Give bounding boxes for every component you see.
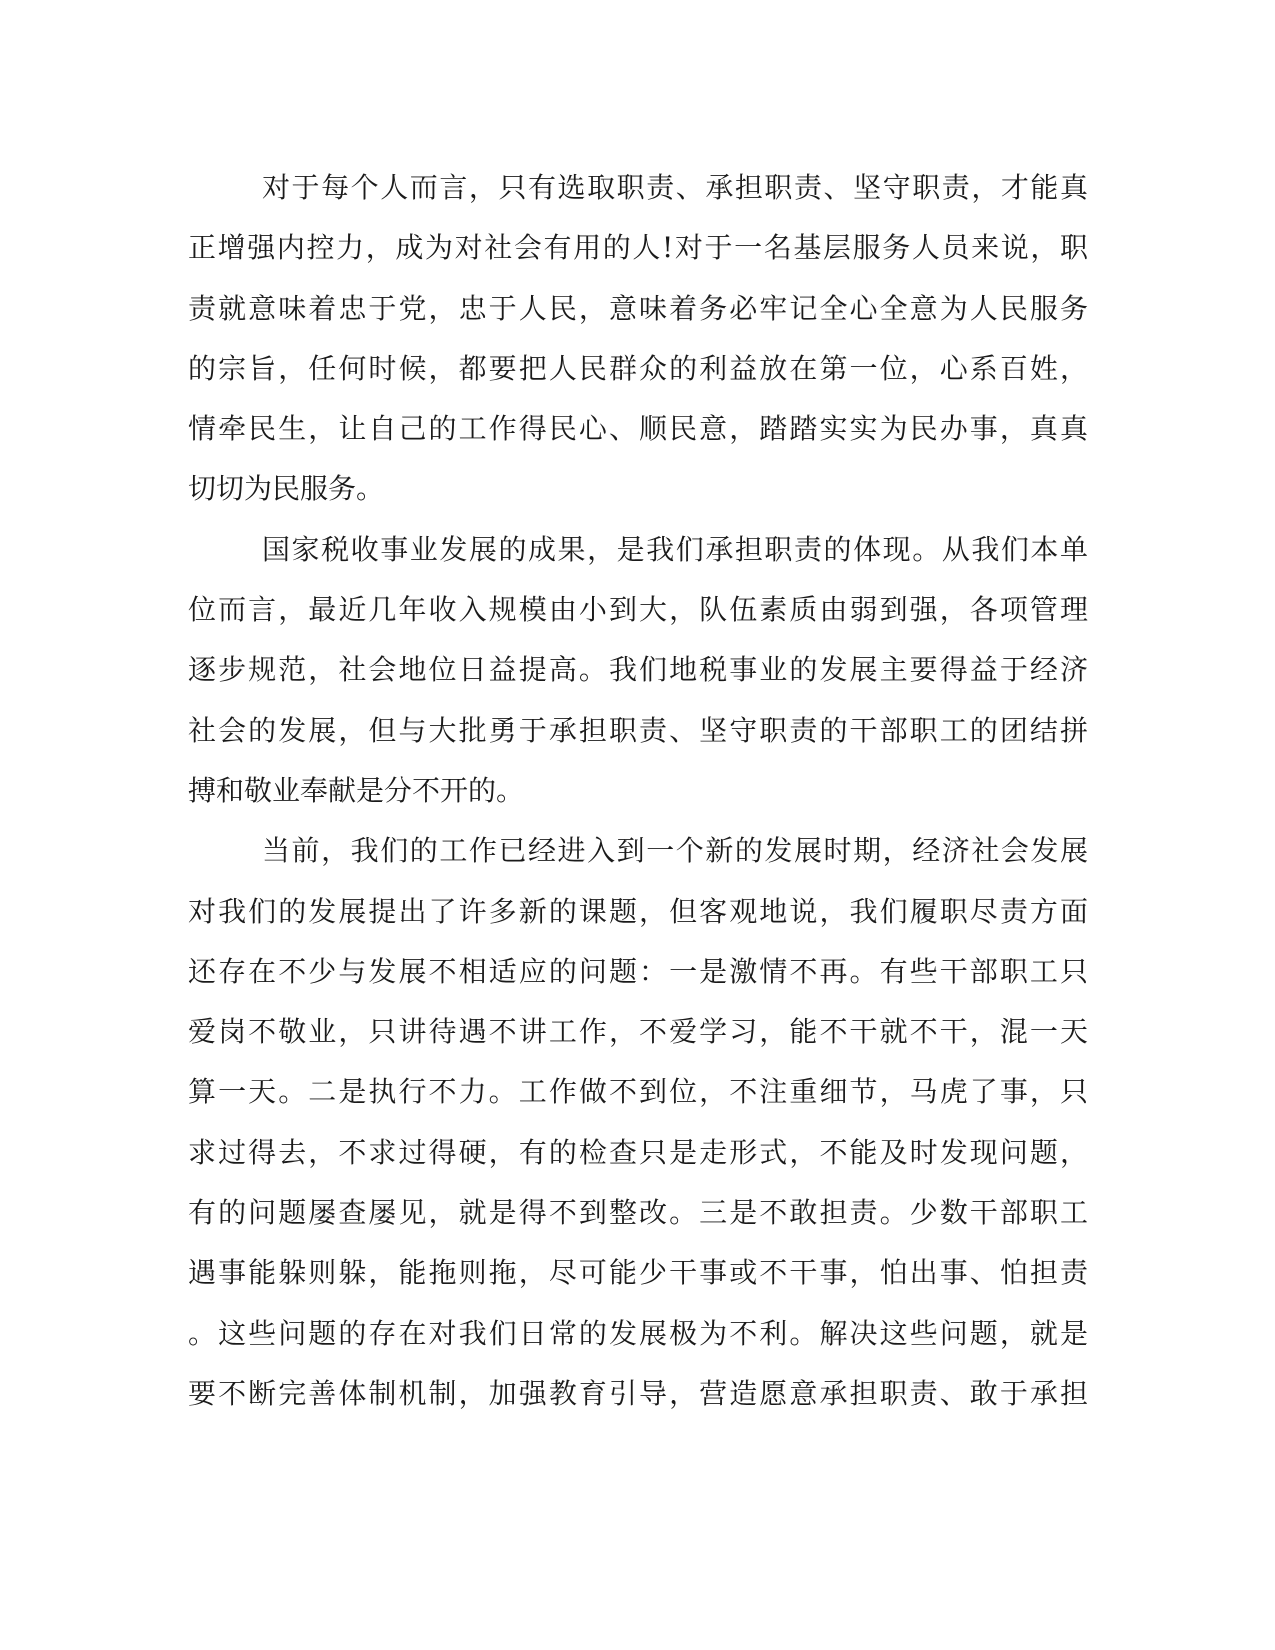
text-line: 情牵民生，让自己的工作得民心、顺民意，踏踏实实为民办事，真真 bbox=[188, 412, 1088, 446]
text-line: 还存在不少与发展不相适应的问题：一是激情不再。有些干部职工只 bbox=[188, 954, 1088, 988]
text-line: 有的问题屡查屡见，就是得不到整改。三是不敢担责。少数干部职工 bbox=[188, 1196, 1088, 1230]
text-line: 的宗旨，任何时候，都要把人民群众的利益放在第一位，心系百姓， bbox=[188, 351, 1088, 385]
text-line: 对我们的发展提出了许多新的课题，但客观地说，我们履职尽责方面 bbox=[188, 894, 1088, 928]
text-line: 位而言，最近几年收入规模由小到大，队伍素质由弱到强，各项管理 bbox=[188, 593, 1088, 627]
text-line: 遇事能躲则躲，能拖则拖，尽可能少干事或不干事，怕出事、怕担责 bbox=[188, 1256, 1088, 1290]
text-line: 切切为民服务。 bbox=[188, 472, 385, 506]
text-line: 要不断完善体制机制，加强教育引导，营造愿意承担职责、敢于承担 bbox=[188, 1376, 1088, 1410]
text-line: 求过得去，不求过得硬，有的检查只是走形式，不能及时发现问题， bbox=[188, 1135, 1088, 1169]
paragraph-1 bbox=[188, 158, 1088, 520]
paragraph-2 bbox=[188, 520, 1088, 821]
text-line: 国家税收事业发展的成果，是我们承担职责的体现。从我们本单 bbox=[262, 532, 1088, 566]
text-line: 。这些问题的存在对我们日常的发展极为不利。解决这些问题，就是 bbox=[188, 1316, 1088, 1350]
text-line: 爱岗不敬业，只讲待遇不讲工作，不爱学习，能不干就不干，混一天 bbox=[188, 1015, 1088, 1049]
paragraph-3 bbox=[188, 821, 1088, 1424]
body-text bbox=[188, 158, 1088, 1424]
text-line: 正增强内控力，成为对社会有用的人!对于一名基层服务人员来说，职 bbox=[188, 231, 1088, 265]
text-line: 当前，我们的工作已经进入到一个新的发展时期，经济社会发展 bbox=[262, 834, 1088, 868]
text-line: 逐步规范，社会地位日益提高。我们地税事业的发展主要得益于经济 bbox=[188, 653, 1088, 687]
text-line: 责就意味着忠于党，忠于人民，意味着务必牢记全心全意为人民服务 bbox=[188, 291, 1088, 325]
text-line: 对于每个人而言，只有选取职责、承担职责、坚守职责，才能真 bbox=[262, 171, 1088, 204]
text-line: 社会的发展，但与大批勇于承担职责、坚守职责的干部职工的团结拼 bbox=[188, 713, 1088, 747]
text-line: 算一天。二是执行不力。工作做不到位，不注重细节，马虎了事，只 bbox=[188, 1075, 1088, 1109]
text-line: 搏和敬业奉献是分不开的。 bbox=[188, 773, 525, 807]
